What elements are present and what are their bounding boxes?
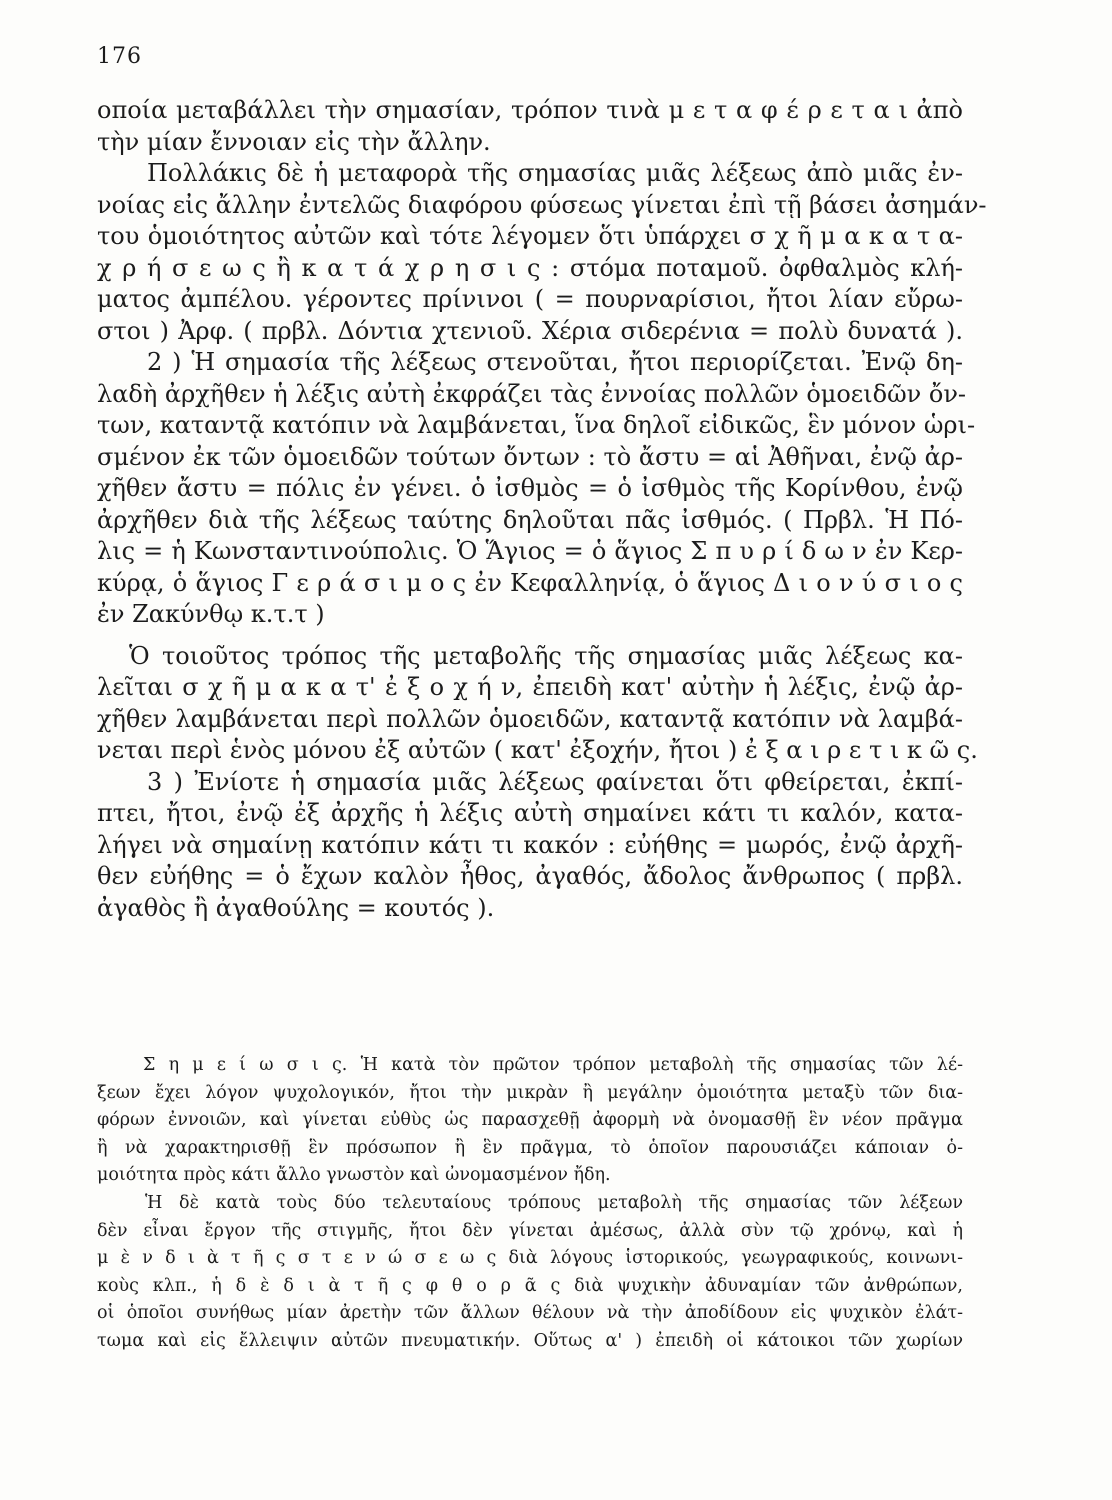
text-line: του ὁμοιότητος αὐτῶν καὶ τότε λέγομεν ὅτι ὑπάρχει σ χ ῆ μ α κ α τ α- <box>97 222 963 250</box>
text-line: στοι ) Ἀρφ. ( πρβλ. Δόντια χτενιοῦ. Χέρια σιδερένια = πολὺ δυνατά ). <box>97 316 963 345</box>
page-number: 176 <box>97 44 142 69</box>
note-line: δὲν εἶναι ἔργον τῆς στιγμῆς, ἤτοι δὲν γίνεται ἀμέσως, ἀλλὰ σὺν τῷ χρόνῳ, καὶ ἡ <box>97 1220 963 1241</box>
text-line: Ὁ τοιοῦτος τρόπος τῆς μεταβολῆς τῆς σημασίας μιᾶς λέξεως κα- <box>129 641 963 670</box>
note-line: ἢ νὰ χαρακτηρισθῇ ἓν πρόσωπον ἢ ἓν πρᾶγμα, τὸ ὁποῖον παρουσιάζει κάποιαν ὁ- <box>97 1137 963 1158</box>
note-line: οἱ ὁποῖοι συνήθως μίαν ἀρετὴν τῶν ἄλλων θέλουν νὰ τὴν ἀποδίδουν εἰς ψυχικὸν ἐλάτ- <box>97 1303 963 1324</box>
text-line: 2 ) Ἡ σημασία τῆς λέξεως στενοῦται, ἤτοι περιορίζεται. Ἐνῷ δη- <box>147 348 963 376</box>
text-line: των, καταντᾷ κατόπιν νὰ λαμβάνεται, ἵνα δηλοῖ εἰδικῶς, ἓν μόνον ὡρι- <box>97 411 976 439</box>
text-line: πτει, ἤτοι, ἐνῷ ἐξ ἀρχῆς ἡ λέξις αὐτὴ σημαίνει κάτι τι καλόν, κατα- <box>97 799 963 827</box>
text-line: χ ρ ή σ ε ω ς ἢ κ α τ ά χ ρ η σ ι ς : στόμα ποταμοῦ. ὀφθαλμὸς κλή- <box>97 253 963 282</box>
note-line: μοιότητα πρὸς κάτι ἄλλο γνωστὸν καὶ ὠνομασμένον ἤδη. <box>97 1165 611 1186</box>
text-line: χῆθεν ἄστυ = πόλις ἐν γένει. ὁ ἰσθμὸς = ὁ ἰσθμὸς τῆς Κορίνθου, ἐνῷ <box>97 474 963 502</box>
note-line: τωμα καὶ εἰς ἔλλειψιν αὐτῶν πνευματικήν. Οὕτως α' ) ἐπειδὴ οἱ κάτοικοι τῶν χωρίων <box>97 1330 963 1351</box>
note-line: ξεων ἔχει λόγον ψυχολογικόν, ἤτοι τὴν μικρὰν ἢ μεγάλην ὁμοιότητα μεταξὺ τῶν δια- <box>97 1082 963 1103</box>
note-section <box>97 1052 963 1356</box>
text-line: κύρᾳ, ὁ ἅγιος Γ ε ρ ά σ ι μ ο ς ἐν Κεφαλληνίᾳ, ὁ ἅγιος Δ ι ο ν ύ σ ι ο ς <box>97 568 963 597</box>
text-line: σμένον ἐκ τῶν ὁμοειδῶν τούτων ὄντων : τὸ ἄστυ = αἱ Ἀθῆναι, ἐνῷ ἀρ- <box>97 442 963 471</box>
text-line: χῆθεν λαμβάνεται περὶ πολλῶν ὁμοειδῶν, καταντᾷ κατόπιν νὰ λαμβά- <box>97 704 963 733</box>
text-line: οποία μεταβάλλει τὴν σημασίαν, τρόπον τινὰ μ ε τ α φ έ ρ ε τ α ι ἀπὸ <box>97 96 963 124</box>
note-line: μ ὲ ν δ ι ὰ τ ῆ ς σ τ ε ν ώ σ ε ω ς διὰ λόγους ἱστορικούς, γεωγραφικούς, κοινωνι- <box>97 1248 963 1269</box>
text-line: νεται περὶ ἑνὸς μόνου ἐξ αὐτῶν ( κατ' ἐξοχήν, ἤτοι ) ἐ ξ α ι ρ ε τ ι κ ῶ ς. <box>97 736 978 764</box>
text-line: λαδὴ ἀρχῆθεν ἡ λέξις αὐτὴ ἐκφράζει τὰς ἐννοίας πολλῶν ὁμοειδῶν ὄν- <box>97 379 967 408</box>
text-line: ματος ἀμπέλου. γέροντες πρίνινοι ( = πουρναρίσιοι, ἤτοι λίαν εὔρω- <box>97 285 963 313</box>
text-line: λεῖται σ χ ῆ μ α κ α τ' ἐ ξ ο χ ή ν, ἐπειδὴ κατ' αὐτὴν ἡ λέξις, ἐνῷ ἀρ- <box>97 673 963 701</box>
note-line: Σ η μ ε ί ω σ ι ς. Ἡ κατὰ τὸν πρῶτον τρόπον μεταβολὴ τῆς σημασίας τῶν λέ- <box>143 1055 963 1075</box>
text-line: Πολλάκις δὲ ἡ μεταφορὰ τῆς σημασίας μιᾶς λέξεως ἀπὸ μιᾶς ἐν- <box>147 159 963 187</box>
main-text <box>97 95 987 924</box>
text-line: λήγει νὰ σημαίνῃ κατόπιν κάτι τι κακόν : εὐήθης = μωρός, ἐνῷ ἀρχῆ- <box>97 830 963 859</box>
note-line: φόρων ἐννοιῶν, καὶ γίνεται εὐθὺς ὡς παρασχεθῇ ἀφορμὴ νὰ ὀνομασθῇ ἓν νέον πρᾶγμα <box>97 1110 963 1131</box>
text-line: τὴν μίαν ἔννοιαν εἰς τὴν ἄλλην. <box>97 127 491 156</box>
text-line: θεν εὐήθης = ὁ ἔχων καλὸν ἦθος, ἀγαθός, ἄδολος ἄνθρωπος ( πρβλ. <box>97 862 963 890</box>
text-line: ἀγαθὸς ἢ ἀγαθούλης = κουτός ). <box>97 893 495 922</box>
text-line: ἀρχῆθεν διὰ τῆς λέξεως ταύτης δηλοῦται πᾶς ἰσθμός. ( Πρβλ. Ἡ Πό- <box>97 505 963 534</box>
text-line: λις = ἡ Κωνσταντινούπολις. Ὁ Ἅγιος = ὁ ἅγιος Σ π υ ρ ί δ ω ν ἐν Κερ- <box>97 537 963 565</box>
note-line: Ἡ δὲ κατὰ τοὺς δύο τελευταίους τρόπους μεταβολὴ τῆς σημασίας τῶν λέξεων <box>145 1192 963 1213</box>
text-line: 3 ) Ἐνίοτε ἡ σημασία μιᾶς λέξεως φαίνεται ὅτι φθείρεται, ἐκπί- <box>147 767 963 796</box>
text-line: ἐν Ζακύνθῳ κ.τ.τ ) <box>97 600 325 628</box>
note-line: κοὺς κλπ., ἡ δ ὲ δ ι ὰ τ ῆ ς φ θ ο ρ ᾶ ς διὰ ψυχικὴν ἀδυναμίαν τῶν ἀνθρώπων, <box>97 1275 963 1296</box>
text-line: νοίας εἰς ἄλλην ἐντελῶς διαφόρου φύσεως γίνεται ἐπὶ τῇ βάσει ἀσημάν- <box>97 190 987 219</box>
